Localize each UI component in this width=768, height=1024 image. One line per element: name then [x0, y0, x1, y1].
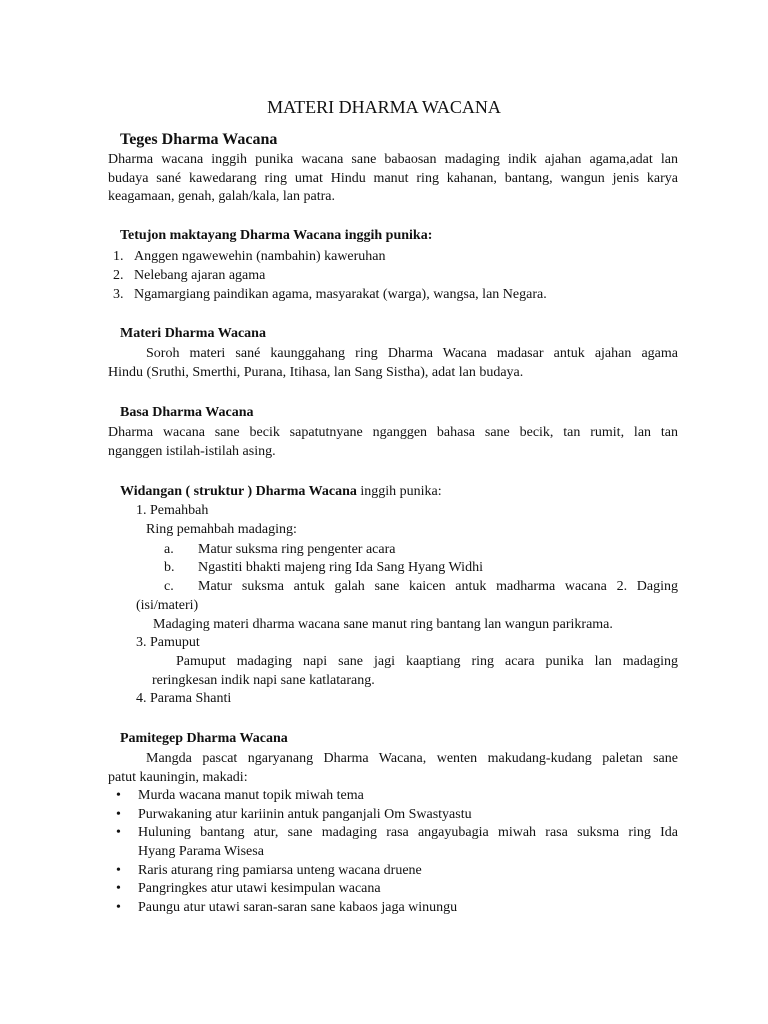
bullet-icon: •	[116, 807, 121, 822]
list-letter: a.	[164, 542, 174, 557]
section-heading-materi: Materi Dharma Wacana	[120, 326, 266, 341]
bullet-item: Huluning bantang atur, sane madaging rasa angayubagia miwah rasa suksma ring Ida	[138, 825, 678, 840]
paragraph-line: keagamaan, genah, galah/kala, lan patra.	[108, 189, 335, 204]
section-heading-pamitegep: Pamitegep Dharma Wacana	[120, 731, 288, 746]
paragraph-line: Dharma wacana inggih punika wacana sane babaosan madaging indik ajahan agama,adat lan	[108, 152, 678, 167]
paragraph-line: budaya sané kawedarang ring umat Hindu manut ring kahanan, bantang, wangun jenis karya	[108, 171, 678, 186]
page-title: MATERI DHARMA WACANA	[267, 97, 501, 117]
bullet-item: Pangringkes atur utawi kesimpulan wacana	[138, 881, 381, 896]
bullet-icon: •	[116, 863, 121, 878]
bullet-icon: •	[116, 900, 121, 915]
structure-label-pemahbah: 1. Pemahbah	[136, 503, 209, 518]
paragraph-line: reringkesan indik napi sane katlatarang.	[152, 673, 375, 688]
bullet-item: Paungu atur utawi saran-saran sane kabaos jaga winungu	[138, 900, 458, 915]
list-item: Matur suksma ring pengenter acara	[198, 542, 396, 557]
list-item: Nelebang ajaran agama	[134, 268, 266, 283]
bullet-icon: •	[116, 825, 121, 840]
section-heading-basa: Basa Dharma Wacana	[120, 405, 254, 420]
section-heading-teges: Teges Dharma Wacana	[120, 131, 278, 148]
paragraph-line: Ring pemahbah madaging:	[146, 522, 297, 537]
bullet-icon: •	[116, 881, 121, 896]
list-item: Ngastiti bhakti majeng ring Ida Sang Hyang Widhi	[198, 560, 483, 575]
paragraph-line: patut kauningin, makadi:	[108, 770, 248, 785]
list-letter: b.	[164, 560, 175, 575]
structure-label-pamuput: 3. Pamuput	[136, 635, 200, 650]
bullet-item: Murda wacana manut topik miwah tema	[138, 788, 364, 803]
section-heading-rest: inggih punika:	[356, 484, 442, 499]
paragraph-line: (isi/materi)	[136, 598, 199, 613]
structure-label-parama-shanti: 4. Parama Shanti	[136, 691, 232, 706]
list-number: 3.	[113, 287, 124, 302]
paragraph-line: Hindu (Sruthi, Smerthi, Purana, Itihasa, lan Sang Sistha), adat lan budaya.	[108, 365, 524, 380]
list-item: Anggen ngawewehin (nambahin) kaweruhan	[134, 249, 386, 264]
bullet-item: Purwakaning atur kariinin antuk panganjali Om Swastyastu	[138, 807, 472, 822]
section-heading-tetujon: Tetujon maktayang Dharma Wacana inggih punika:	[120, 228, 433, 243]
paragraph-line: Madaging materi dharma wacana sane manut ring bantang lan wangun parikrama.	[153, 617, 613, 632]
paragraph-line: Mangda pascat ngaryanang Dharma Wacana, wenten makudang-kudang paletan sane	[146, 751, 678, 766]
paragraph-line: Pamuput madaging napi sane jagi kaaptiang ring acara punika lan madaging	[176, 654, 678, 669]
bullet-item: Raris aturang ring pamiarsa unteng wacana druene	[138, 863, 422, 878]
list-letter: c.	[164, 579, 174, 594]
list-item: Matur suksma antuk galah sane kaicen antuk madharma wacana 2. Daging	[198, 579, 678, 594]
paragraph-line: Soroh materi sané kaunggahang ring Dharma Wacana madasar antuk ajahan agama	[146, 346, 678, 361]
section-heading-bold: Widangan ( struktur ) Dharma Wacana	[120, 484, 357, 499]
bullet-item-continuation: Hyang Parama Wisesa	[138, 844, 264, 859]
bullet-icon: •	[116, 788, 121, 803]
paragraph-line: nganggen istilah-istilah asing.	[108, 444, 276, 459]
list-number: 2.	[113, 268, 124, 283]
paragraph-line: Dharma wacana sane becik sapatutnyane nganggen bahasa sane becik, tan rumit, lan tan	[108, 425, 678, 440]
list-number: 1.	[113, 249, 124, 264]
section-heading-widangan	[120, 483, 442, 501]
list-item: Ngamargiang paindikan agama, masyarakat (warga), wangsa, lan Negara.	[134, 287, 547, 302]
